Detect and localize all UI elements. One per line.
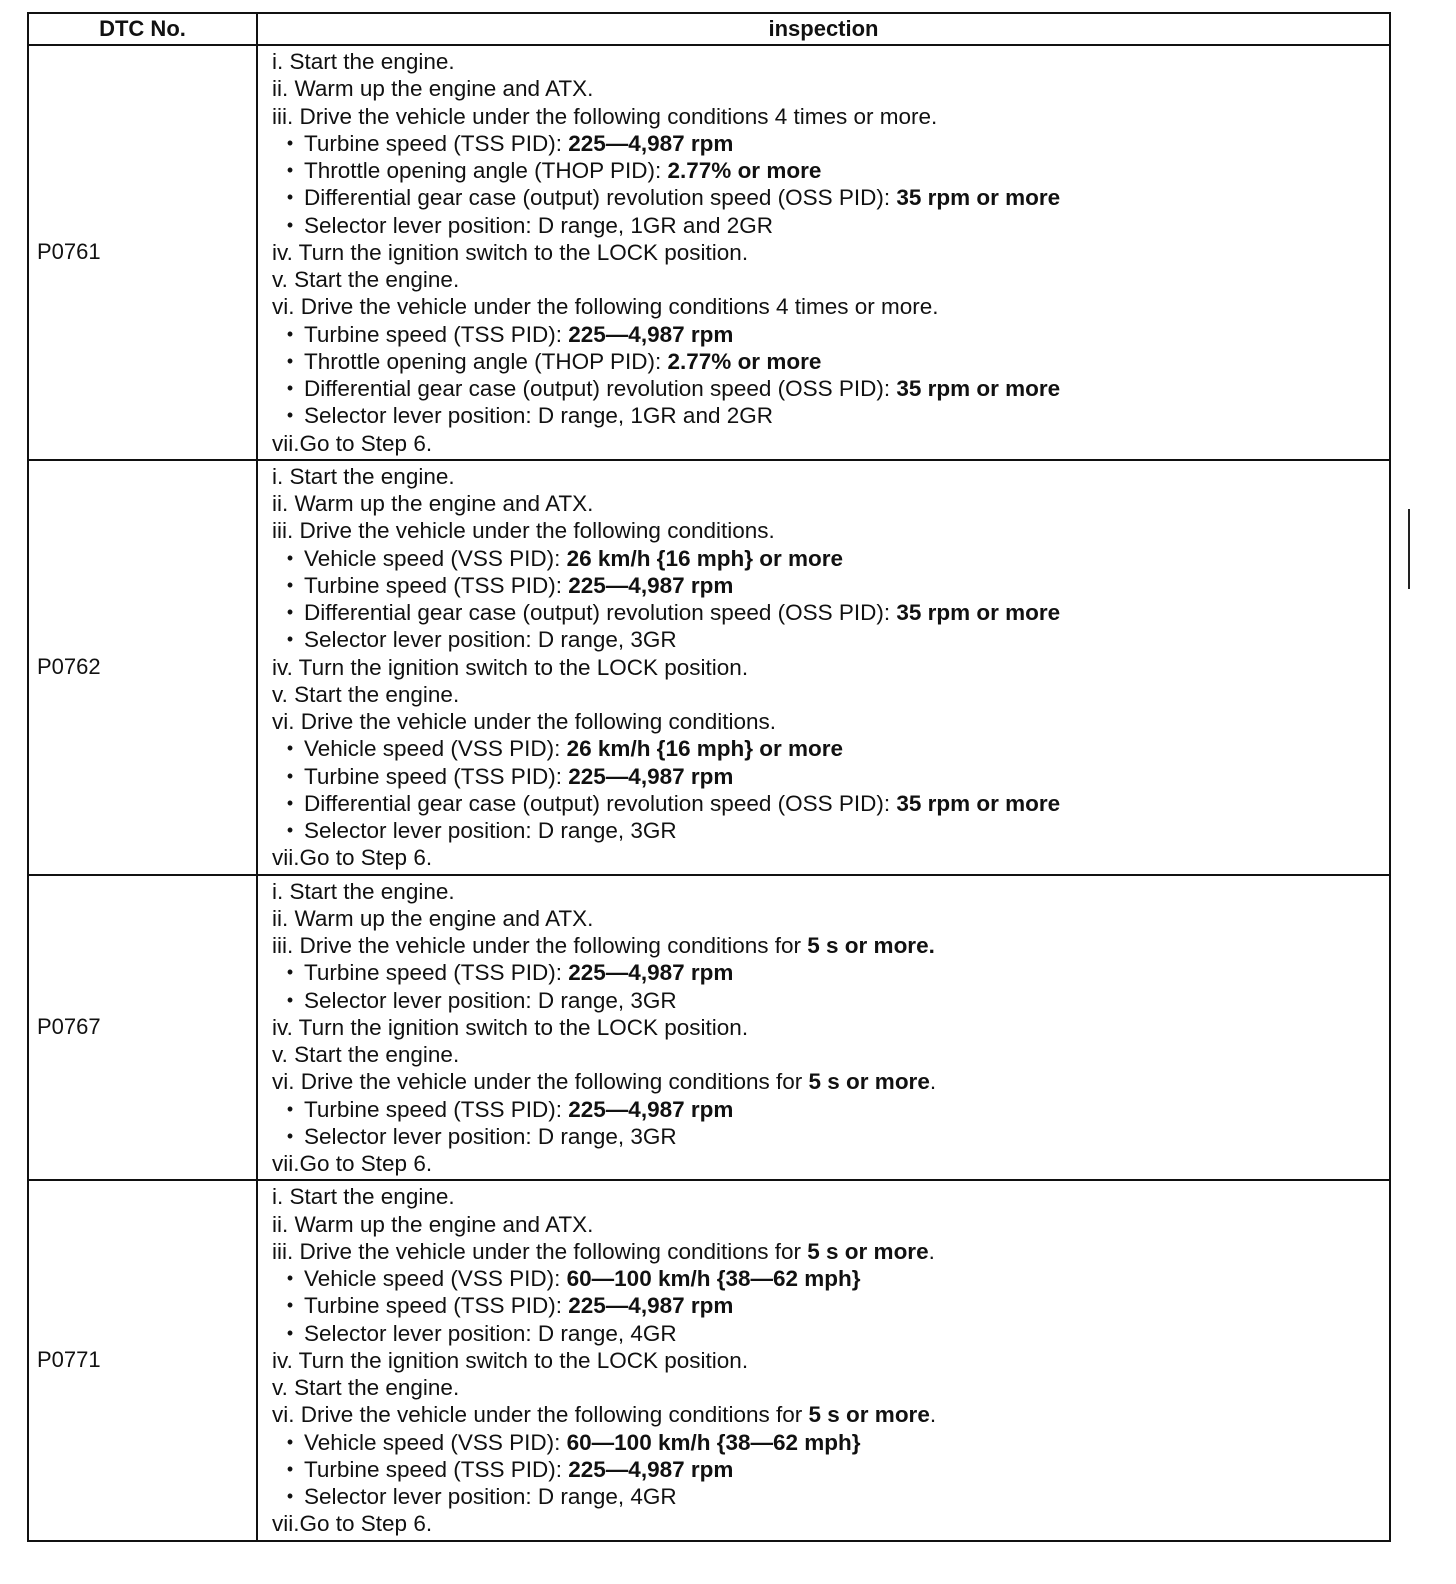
spec-value: 35 rpm or more xyxy=(896,185,1061,211)
procedure-step xyxy=(272,239,1389,266)
step-text: Selector lever position: D range, 4GR xyxy=(304,1320,677,1346)
step-text: Selector lever position: D range, 3GR xyxy=(304,987,677,1013)
spec-value: 5 s or more. xyxy=(807,933,935,958)
condition-bullet xyxy=(272,545,1389,572)
header-inspection: inspection xyxy=(257,13,1390,45)
condition-bullet xyxy=(272,1429,1389,1456)
procedure-step xyxy=(272,932,1389,959)
step-text: Differential gear case (output) revolution speed (OSS PID): xyxy=(304,185,897,211)
step-text: Turbine speed (TSS PID): xyxy=(304,572,569,598)
step-text: Vehicle speed (VSS PID): xyxy=(304,736,567,762)
step-text: ii. Warm up the engine and ATX. xyxy=(272,1211,594,1237)
spec-value: 5 s or more xyxy=(808,1069,930,1095)
procedure-step xyxy=(272,905,1389,932)
procedure-step xyxy=(272,1510,1389,1537)
inspection-procedure xyxy=(257,1180,1390,1540)
inspection-procedure xyxy=(257,460,1390,875)
step-text: vii.Go to Step 6. xyxy=(272,430,433,456)
step-text: iv. Turn the ignition switch to the LOCK position. xyxy=(272,654,749,680)
step-text: vi. Drive the vehicle under the following conditions for xyxy=(272,1069,809,1095)
step-text: . xyxy=(929,1402,937,1428)
table-row xyxy=(28,460,1390,875)
condition-bullet xyxy=(272,348,1389,375)
procedure-step xyxy=(272,1041,1389,1068)
step-text: Selector lever position: D range, 4GR xyxy=(304,1484,677,1509)
step-text: . xyxy=(929,1069,937,1095)
procedure-step xyxy=(272,1238,1389,1265)
condition-bullet xyxy=(272,959,1389,986)
step-text: vi. Drive the vehicle under the following conditions for xyxy=(272,1402,809,1428)
procedure-step xyxy=(272,1374,1389,1401)
step-text: Vehicle speed (VSS PID): xyxy=(304,1266,567,1291)
step-text: Turbine speed (TSS PID): xyxy=(304,321,569,347)
header-dtc-no: DTC No. xyxy=(28,13,257,45)
step-text: Turbine speed (TSS PID): xyxy=(304,1456,569,1482)
step-text: ii. Warm up the engine and ATX. xyxy=(272,905,594,931)
procedure-step xyxy=(272,681,1389,708)
step-text: v. Start the engine. xyxy=(272,1375,460,1400)
step-text: Selector lever position: D range, 3GR xyxy=(304,818,677,843)
procedure-step xyxy=(272,1401,1389,1428)
step-text: iii. Drive the vehicle under the following conditions for xyxy=(272,1238,808,1264)
procedure-step xyxy=(272,103,1389,130)
step-text: v. Start the engine. xyxy=(272,1042,460,1067)
table-header-row xyxy=(28,13,1390,45)
step-text: ii. Warm up the engine and ATX. xyxy=(272,491,594,516)
condition-bullet xyxy=(272,626,1389,653)
step-text: vii.Go to Step 6. xyxy=(272,1151,433,1176)
condition-bullet xyxy=(272,130,1389,157)
dtc-code: P0767 xyxy=(28,875,257,1181)
spec-value: 60—100 km/h {38—62 mph} xyxy=(566,1266,861,1291)
step-text: Selector lever position: D range, 1GR and 2GR xyxy=(304,403,773,429)
step-text: v. Start the engine. xyxy=(272,267,460,292)
step-text: Selector lever position: D range, 3GR xyxy=(304,1123,677,1149)
condition-bullet xyxy=(272,735,1389,762)
spec-value: 35 rpm or more xyxy=(896,376,1061,401)
spec-value: 60—100 km/h {38—62 mph} xyxy=(566,1429,861,1455)
spec-value: 5 s or more xyxy=(808,1402,930,1428)
condition-bullet xyxy=(272,184,1389,211)
condition-bullet xyxy=(272,572,1389,599)
condition-bullet xyxy=(272,157,1389,184)
spec-value: 225—4,987 rpm xyxy=(568,321,734,347)
dtc-inspection-document xyxy=(27,12,1389,1542)
spec-value: 2.77% or more xyxy=(667,158,822,183)
spec-value: 225—4,987 rpm xyxy=(568,130,734,156)
step-text: Turbine speed (TSS PID): xyxy=(304,130,569,156)
step-text: Differential gear case (output) revolution speed (OSS PID): xyxy=(304,790,897,816)
procedure-step xyxy=(272,293,1389,320)
procedure-step xyxy=(272,708,1389,735)
spec-value: 2.77% or more xyxy=(667,348,822,374)
dtc-code: P0761 xyxy=(28,45,257,460)
step-text: Selector lever position: D range, 1GR and 2GR xyxy=(304,212,773,238)
spec-value: 225—4,987 rpm xyxy=(568,1293,734,1319)
dtc-inspection-table xyxy=(27,12,1391,1542)
condition-bullet xyxy=(272,790,1389,817)
condition-bullet xyxy=(272,1456,1389,1483)
table-row xyxy=(28,45,1390,460)
spec-value: 225—4,987 rpm xyxy=(568,763,734,789)
spec-value: 26 km/h {16 mph} or more xyxy=(566,545,843,571)
procedure-step xyxy=(272,517,1389,544)
condition-bullet xyxy=(272,321,1389,348)
procedure-step xyxy=(272,1183,1389,1210)
step-text: vi. Drive the vehicle under the following conditions 4 times or more. xyxy=(272,294,939,320)
procedure-step xyxy=(272,1150,1389,1177)
procedure-step xyxy=(272,878,1389,905)
condition-bullet xyxy=(272,763,1389,790)
step-text: ii. Warm up the engine and ATX. xyxy=(272,76,594,102)
condition-bullet xyxy=(272,1292,1389,1319)
margin-pen-mark xyxy=(1408,509,1410,589)
step-text: Turbine speed (TSS PID): xyxy=(304,1293,569,1319)
condition-bullet xyxy=(272,212,1389,239)
condition-bullet xyxy=(272,1123,1389,1150)
spec-value: 35 rpm or more xyxy=(896,790,1061,816)
step-text: iv. Turn the ignition switch to the LOCK position. xyxy=(272,239,749,265)
step-text: iii. Drive the vehicle under the following conditions 4 times or more. xyxy=(272,103,938,129)
step-text: Turbine speed (TSS PID): xyxy=(304,763,569,789)
step-text: vi. Drive the vehicle under the following conditions. xyxy=(272,709,777,734)
condition-bullet xyxy=(272,1096,1389,1123)
procedure-step xyxy=(272,654,1389,681)
step-text: iii. Drive the vehicle under the following conditions for xyxy=(272,933,808,958)
step-text: Vehicle speed (VSS PID): xyxy=(304,545,567,571)
step-text: . xyxy=(928,1238,935,1264)
inspection-procedure xyxy=(257,875,1390,1181)
step-text: v. Start the engine. xyxy=(272,681,460,707)
step-text: i. Start the engine. xyxy=(272,49,455,74)
spec-value: 26 km/h {16 mph} or more xyxy=(566,736,843,762)
step-text: i. Start the engine. xyxy=(272,463,455,489)
dtc-code: P0771 xyxy=(28,1180,257,1540)
step-text: Turbine speed (TSS PID): xyxy=(304,1096,569,1122)
condition-bullet xyxy=(272,1265,1389,1292)
procedure-step xyxy=(272,48,1389,75)
step-text: iv. Turn the ignition switch to the LOCK position. xyxy=(272,1014,749,1040)
spec-value: 225—4,987 rpm xyxy=(568,960,734,986)
spec-value: 225—4,987 rpm xyxy=(568,1456,734,1482)
step-text: Throttle opening angle (THOP PID): xyxy=(304,348,668,374)
procedure-step xyxy=(272,430,1389,457)
table-row xyxy=(28,875,1390,1181)
procedure-step xyxy=(272,490,1389,517)
procedure-step xyxy=(272,1211,1389,1238)
condition-bullet xyxy=(272,987,1389,1014)
step-text: Differential gear case (output) revolution speed (OSS PID): xyxy=(304,376,897,401)
step-text: Turbine speed (TSS PID): xyxy=(304,960,569,986)
inspection-procedure xyxy=(257,45,1390,460)
step-text: vii.Go to Step 6. xyxy=(272,845,433,871)
procedure-step xyxy=(272,75,1389,102)
table-body xyxy=(28,45,1390,1541)
spec-value: 35 rpm or more xyxy=(896,600,1061,625)
condition-bullet xyxy=(272,599,1389,626)
procedure-step xyxy=(272,844,1389,871)
spec-value: 225—4,987 rpm xyxy=(568,1096,734,1122)
condition-bullet xyxy=(272,1483,1389,1510)
step-text: Differential gear case (output) revolution speed (OSS PID): xyxy=(304,600,897,625)
condition-bullet xyxy=(272,402,1389,429)
spec-value: 225—4,987 rpm xyxy=(568,572,734,598)
step-text: vii.Go to Step 6. xyxy=(272,1511,433,1537)
condition-bullet xyxy=(272,375,1389,402)
condition-bullet xyxy=(272,817,1389,844)
procedure-step xyxy=(272,1347,1389,1374)
step-text: i. Start the engine. xyxy=(272,878,455,904)
step-text: iv. Turn the ignition switch to the LOCK position. xyxy=(272,1347,749,1373)
step-text: Selector lever position: D range, 3GR xyxy=(304,627,677,653)
spec-value: 5 s or more xyxy=(807,1238,929,1264)
step-text: i. Start the engine. xyxy=(272,1184,455,1210)
step-text: Vehicle speed (VSS PID): xyxy=(304,1429,567,1455)
dtc-code: P0762 xyxy=(28,460,257,875)
condition-bullet xyxy=(272,1320,1389,1347)
procedure-step xyxy=(272,463,1389,490)
procedure-step xyxy=(272,1068,1389,1095)
step-text: Throttle opening angle (THOP PID): xyxy=(304,158,668,183)
table-row xyxy=(28,1180,1390,1540)
step-text: iii. Drive the vehicle under the following conditions. xyxy=(272,518,775,544)
procedure-step xyxy=(272,1014,1389,1041)
procedure-step xyxy=(272,266,1389,293)
